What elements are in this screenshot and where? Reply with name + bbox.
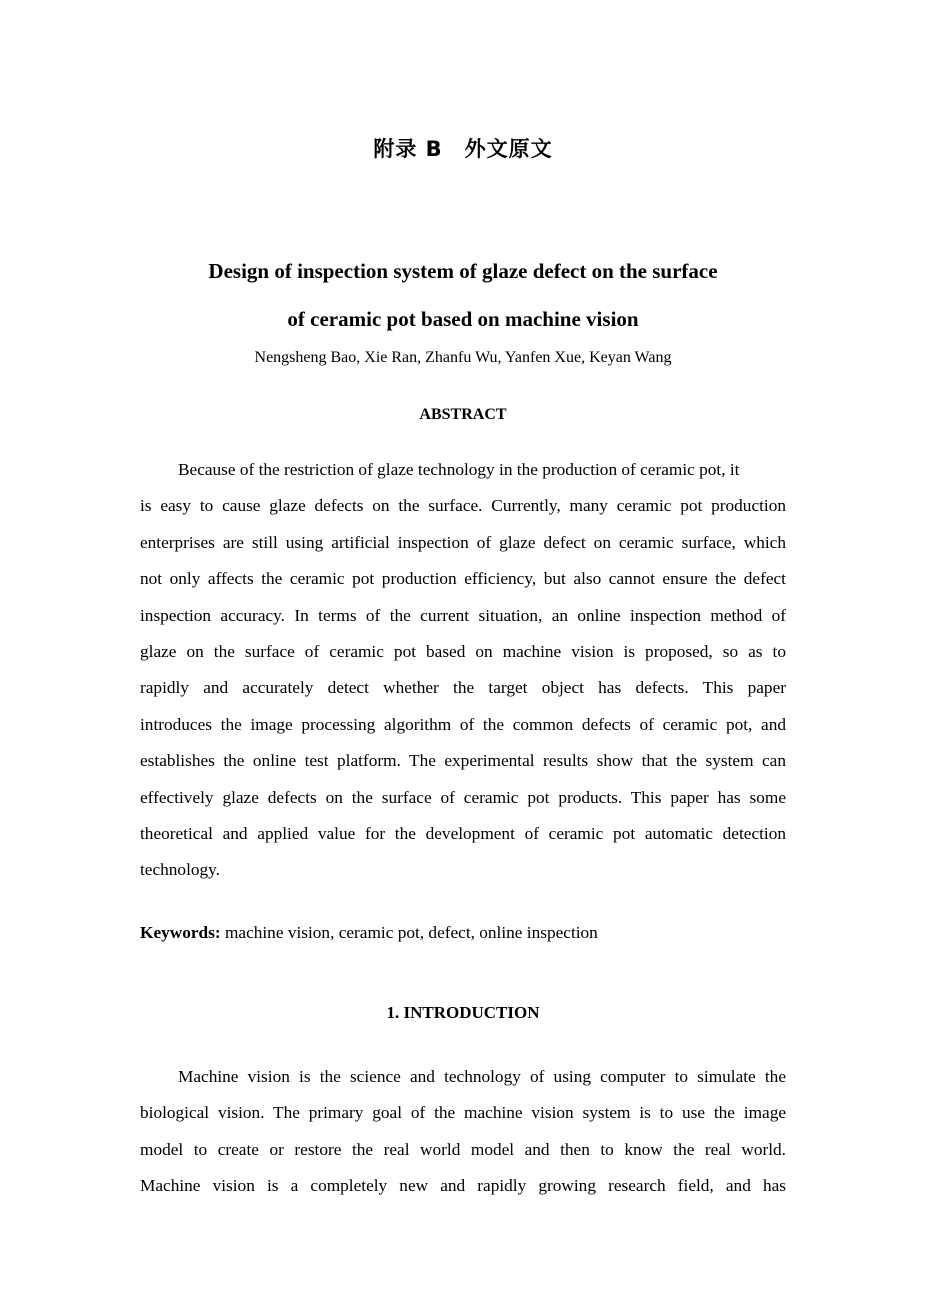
keywords-label: Keywords: [140, 923, 221, 942]
abstract-line: is easy to cause glaze defects on the surface. Currently, many ceramic pot production [140, 496, 786, 516]
keywords [140, 920, 786, 946]
abstract-line: not only affects the ceramic pot production efficiency, but also cannot ensure the defect [140, 569, 786, 589]
paper-title-line: of ceramic pot based on machine vision [287, 307, 639, 331]
author-list: Nengsheng Bao, Xie Ran, Zhanfu Wu, Yanfen Xue, Keyan Wang [254, 349, 672, 366]
section-heading-introduction: 1. INTRODUCTION [386, 1003, 540, 1022]
abstract-heading: ABSTRACT [419, 406, 507, 423]
abstract-line: technology. [140, 860, 220, 880]
introduction-line: biological vision. The primary goal of the machine vision system is to use the image [140, 1103, 786, 1123]
abstract-line: inspection accuracy. In terms of the current situation, an online inspection method of [140, 605, 786, 625]
introduction-line: Machine vision is a completely new and rapidly growing research field, and has [140, 1176, 786, 1196]
paper-title-line: Design of inspection system of glaze defect on the surface [208, 259, 718, 283]
abstract-line: glaze on the surface of ceramic pot based on machine vision is proposed, so as to [140, 641, 786, 661]
abstract-line: rapidly and accurately detect whether the target object has defects. This paper [140, 678, 786, 698]
introduction-line: Machine vision is the science and technology of using computer to simulate the [178, 1067, 786, 1086]
appendix-title: 附录 B 外文原文 [373, 137, 553, 161]
abstract-line: effectively glaze defects on the surface of ceramic pot products. This paper has some [140, 787, 786, 807]
keywords-text: machine vision, ceramic pot, defect, online inspection [220, 923, 598, 942]
abstract-line: theoretical and applied value for the development of ceramic pot automatic detection [140, 823, 786, 843]
introduction-paragraph [140, 1059, 786, 1205]
abstract-line: Because of the restriction of glaze technology in the production of ceramic pot, it [178, 460, 740, 479]
introduction-line: model to create or restore the real world model and then to know the real world. [140, 1139, 786, 1159]
paper-title [140, 247, 786, 343]
abstract-line: establishes the online test platform. The experimental results show that the system can [140, 751, 786, 771]
abstract-line: enterprises are still using artificial inspection of glaze defect on ceramic surface, which [140, 532, 786, 552]
abstract-paragraph [140, 452, 786, 889]
abstract-line: introduces the image processing algorithm of the common defects of ceramic pot, and [140, 714, 786, 734]
